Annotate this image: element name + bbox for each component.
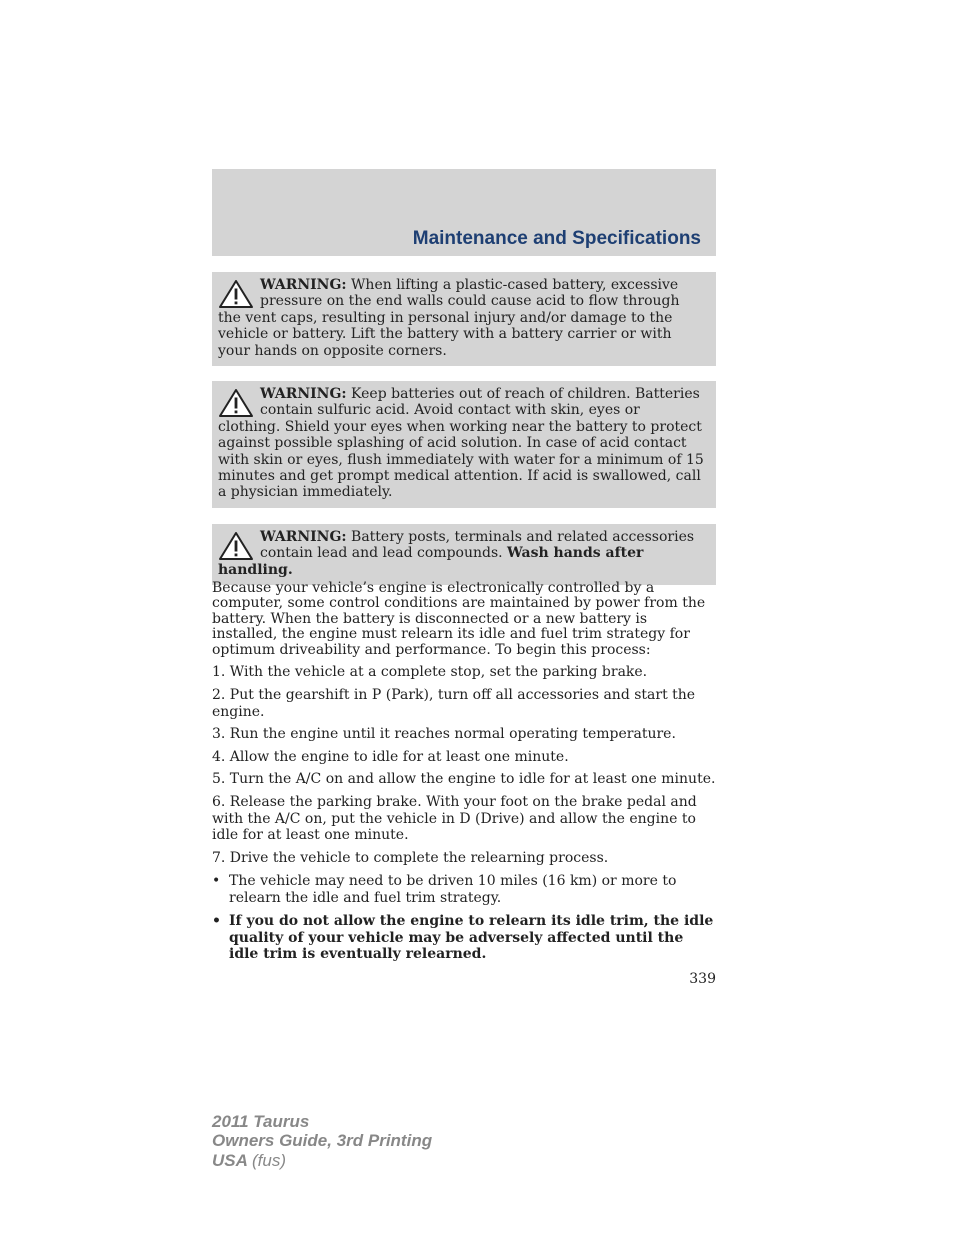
warning-triangle-icon bbox=[218, 388, 254, 418]
section-title: Maintenance and Specifications bbox=[412, 228, 701, 249]
step-3: 3. Run the engine until it reaches normal operating temperature. bbox=[212, 726, 676, 743]
bullet-item-caution bbox=[212, 913, 716, 963]
warning-box-plastic-battery bbox=[212, 272, 716, 366]
warning-bold-text: Wash hands after handling. bbox=[218, 545, 644, 578]
section-header-band bbox=[212, 169, 716, 256]
step-7: 7. Drive the vehicle to complete the relearning process. bbox=[212, 849, 609, 866]
document-footer bbox=[212, 1112, 432, 1170]
warning-text: Battery posts, terminals and related accessories contain lead and lead compounds. bbox=[260, 529, 695, 562]
warning-triangle-icon bbox=[218, 279, 254, 309]
step-2: 2. Put the gearshift in P (Park), turn off all accessories and start the engine. bbox=[212, 687, 696, 720]
step-1: 1. With the vehicle at a complete stop, set the parking brake. bbox=[212, 664, 648, 681]
step-6: 6. Release the parking brake. With your foot on the brake pedal and with the A/C on, put the vehicle in D (Drive) and allow the engine to idle for at least one minute. bbox=[212, 794, 697, 844]
bullet-marker: • bbox=[212, 912, 221, 929]
warning-triangle-icon bbox=[218, 531, 254, 561]
warning-box-lead bbox=[212, 524, 716, 585]
footer-code: (fus) bbox=[252, 1150, 286, 1170]
warning-text: When lifting a plastic-cased battery, excessive pressure on the end walls could cause acid to flow through the vent caps, resulting in personal injury and/or damage to the vehicle or battery. Lift the battery with a battery carrier or with your hands on opposite corners. bbox=[218, 277, 680, 359]
main-body bbox=[212, 581, 716, 987]
bullet-marker: • bbox=[212, 873, 221, 890]
warning-box-children-acid bbox=[212, 381, 716, 508]
footer-model: 2011 Taurus bbox=[212, 1112, 310, 1131]
warning-label: WARNING: bbox=[260, 386, 347, 402]
bullet-item-note bbox=[212, 873, 716, 906]
footer-country: USA bbox=[212, 1150, 248, 1170]
page-number: 339 bbox=[689, 970, 716, 987]
footer-market bbox=[212, 1151, 432, 1170]
warning-label: WARNING: bbox=[260, 529, 347, 545]
warning-label: WARNING: bbox=[260, 277, 347, 293]
warning-text: Keep batteries out of reach of children. Batteries contain sulfuric acid. Avoid contact with skin, eyes or clothing. Shield your eyes when working near the battery to protect against possible splashing of acid solution. In case of acid contact with skin or eyes, flush immediately with water for a minimum of 15 minutes and get prompt medical attention. If acid is swallowed, call a physician immediately. bbox=[218, 386, 704, 501]
bullet-text: If you do not allow the engine to relearn its idle trim, the idle quality of your vehicle may be adversely affected until the idle trim is eventually relearned. bbox=[229, 912, 714, 963]
bullet-text: The vehicle may need to be driven 10 miles (16 km) or more to relearn the idle and fuel trim strategy. bbox=[229, 873, 677, 906]
intro-paragraph: Because your vehicle’s engine is electronically controlled by a computer, some control conditions are maintained by power from the battery. When the battery is disconnected or a new battery is installed, the engine must relearn its idle and fuel trim strategy for optimum driveability and performance. To begin this process: bbox=[212, 580, 706, 658]
step-5: 5. Turn the A/C on and allow the engine to idle for at least one minute. bbox=[212, 771, 716, 788]
step-4: 4. Allow the engine to idle for at least one minute. bbox=[212, 748, 569, 765]
footer-guide: Owners Guide, 3rd Printing bbox=[212, 1131, 433, 1151]
